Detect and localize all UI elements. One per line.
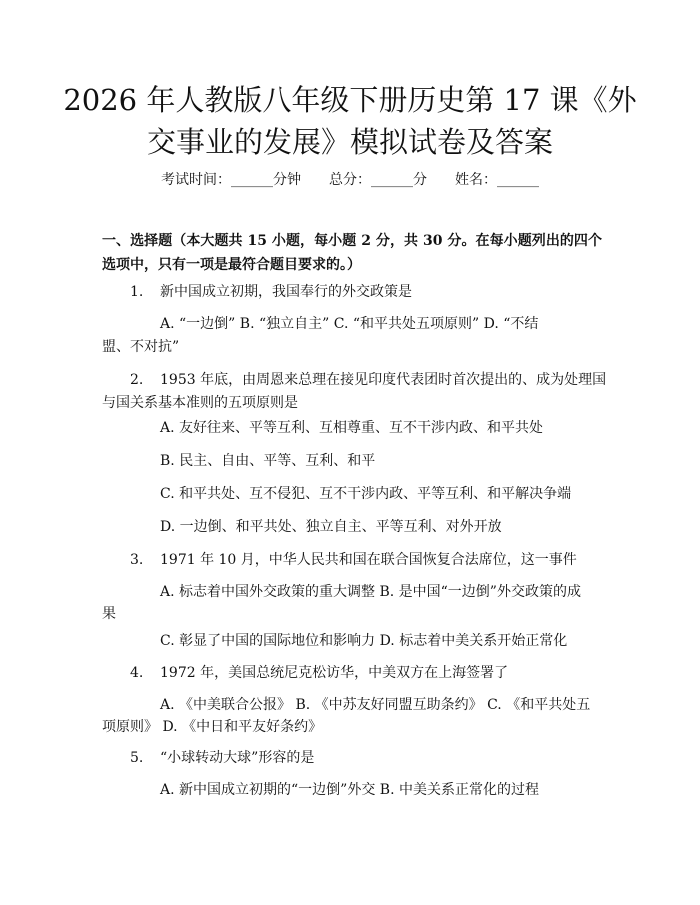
document-title-line-1: 2026 年人教版八年级下册历史第 17 课《外: [63, 83, 637, 117]
question-4-stem: [130, 663, 508, 683]
question-2-stem-line-2: 与国关系基本准则的五项原则是: [102, 395, 298, 411]
question-2-stem-line-1: [130, 370, 606, 390]
question-4-options-line-2: 项原则》 D. 《中日和平友好条约》: [102, 719, 323, 735]
total-score-label: 总分：______分: [329, 172, 427, 188]
question-2-option-a: A. 友好往来、平等互利、互相尊重、互不干涉内政、和平共处: [160, 420, 544, 436]
question-3-text: 1971 年 10 月，中华人民共和国在联合国恢复合法席位，这一事件: [160, 552, 577, 568]
student-name-label: 姓名：______: [455, 172, 539, 188]
question-4-number: 4.: [130, 665, 144, 681]
question-2-option-b: B. 民主、自由、平等、互利、和平: [160, 453, 376, 469]
question-5-options-line-1: A. 新中国成立初期的“一边倒”外交 B. 中美关系正常化的过程: [160, 782, 539, 798]
question-5-number: 5.: [130, 750, 144, 766]
question-3-options-line-3: C. 彰显了中国的国际地位和影响力 D. 标志着中美关系开始正常化: [160, 633, 568, 649]
question-3-number: 3.: [130, 552, 144, 568]
question-1-stem: [130, 282, 412, 302]
question-1-number: 1.: [130, 284, 144, 300]
question-1-options-line-1: A. “一边倒” B. “独立自主” C. “和平共处五项原则” D. “不结: [160, 316, 539, 332]
question-3-options-line-1: A. 标志着中国外交政策的重大调整 B. 是中国“一边倒”外交政策的成: [160, 584, 581, 600]
question-1-options-line-2: 盟、不对抗”: [102, 339, 180, 355]
question-4-text: 1972 年，美国总统尼克松访华，中美双方在上海签署了: [160, 665, 509, 681]
question-2-text: 1953 年底，由周恩来总理在接见印度代表团时首次提出的、成为处理国: [160, 372, 607, 388]
question-2-number: 2.: [130, 372, 144, 388]
question-5-text: “小球转动大球”形容的是: [160, 750, 315, 766]
question-4-options-line-1: A. 《中美联合公报》 B. 《中苏友好同盟互助条约》 C. 《和平共处五: [160, 697, 591, 713]
exam-time-label: 考试时间：______分钟: [161, 172, 301, 188]
question-5-stem: [130, 748, 314, 768]
question-1-text: 新中国成立初期，我国奉行的外交政策是: [160, 284, 412, 300]
question-2-option-d: D. 一边倒、和平共处、独立自主、平等互利、对外开放: [160, 519, 502, 535]
exam-meta: [0, 169, 700, 189]
question-3-stem: [130, 550, 577, 570]
question-2-option-c: C. 和平共处、互不侵犯、互不干涉内政、平等互利、和平解决争端: [160, 486, 572, 502]
document-title-line-2: 交事业的发展》模拟试卷及答案: [146, 125, 553, 159]
question-3-options-line-2: 果: [102, 606, 116, 622]
section-heading-choice: 一、选择题（本大题共 15 小题，每小题 2 分，共 30 分。在每小题列出的四个选项中，只有一项是最符合题目要求的。）: [102, 233, 602, 273]
